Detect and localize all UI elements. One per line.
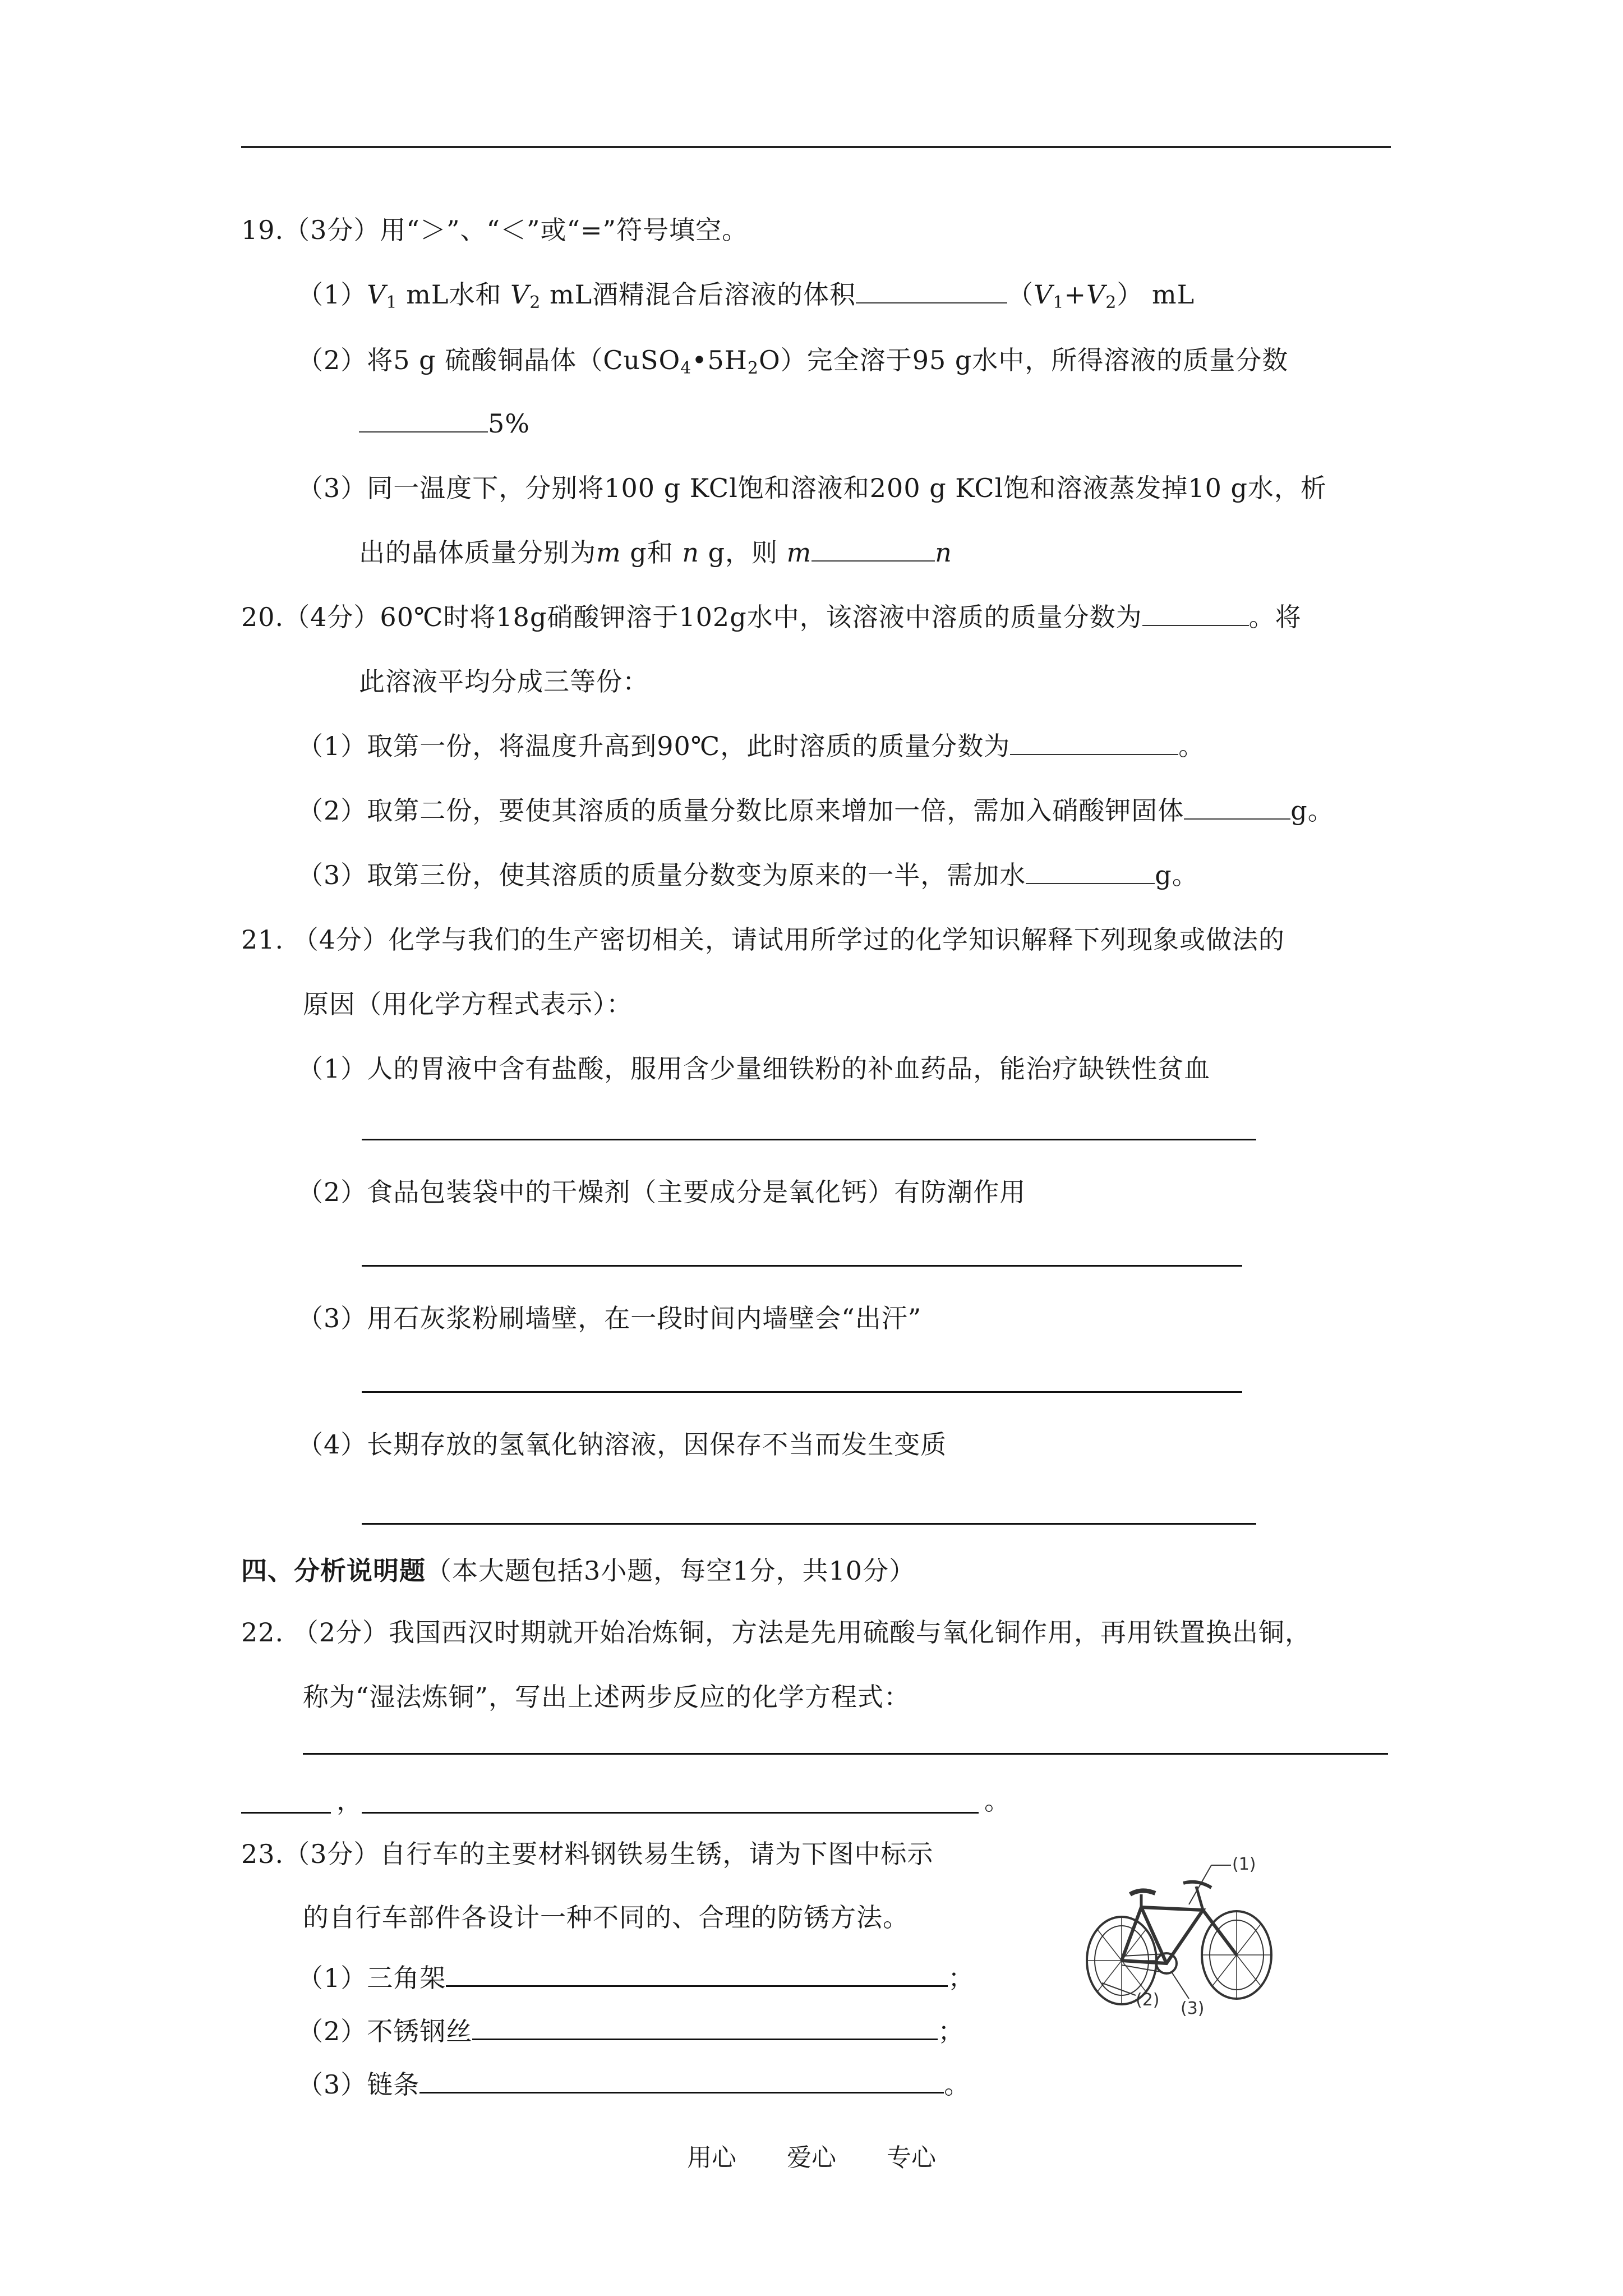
q21-part2: （2）食品包装袋中的干燥剂（主要成分是氧化钙）有防潮作用 bbox=[297, 1177, 1026, 1207]
q20-stem-line1: 20.（4分）60℃时将18g硝酸钾溶于102g水中，该溶液中溶质的质量分数为 。将 bbox=[241, 600, 1302, 634]
q20-part2: （2）取第二份，要使其溶质的质量分数比原来增加一倍，需加入硝酸钾固体 g。 bbox=[297, 794, 1334, 827]
q23-stem-line1: 23.（3分）自行车的主要材料钢铁易生锈，请为下图中标示 bbox=[241, 1839, 934, 1869]
q20-stem-line2: 此溶液平均分成三等份： bbox=[359, 666, 649, 697]
q21-answer-line-2[interactable] bbox=[362, 1265, 1242, 1267]
q21-part1: （1）人的胃液中含有盐酸，服用含少量细铁粉的补血药品，能治疗缺铁性贫血 bbox=[297, 1053, 1211, 1084]
q22-end: 。 bbox=[984, 1786, 1011, 1816]
q21-answer-line-4[interactable] bbox=[362, 1523, 1256, 1525]
q23-part1: （1）三角架 ； bbox=[297, 1961, 974, 1995]
q19-part2: （2）将5 g 硫酸铜晶体$(CuSO_4•5H_2O)$完全溶于95 g水中，所得溶液的质量分数 bbox=[297, 345, 1289, 378]
q23-blank-2[interactable] bbox=[472, 2014, 938, 2040]
footer-word-3: 专心 bbox=[887, 2143, 936, 2172]
q23-part3: （3）链条 。 bbox=[297, 2067, 970, 2101]
q21-answer-line-1[interactable] bbox=[362, 1139, 1256, 1140]
q23-blank-3[interactable] bbox=[419, 2067, 944, 2093]
q23-part2: （2）不锈钢丝 ； bbox=[297, 2014, 964, 2048]
q20-part1: （1）取第一份，将温度升高到90℃，此时溶质的质量分数为 。 bbox=[297, 729, 1205, 763]
q19-part1: $(1)V_1$ mL水和 $V_2$ mL酒精混合后溶液的体积 $(V_1+V_2)$ mL bbox=[297, 278, 1195, 320]
q19-blank-1[interactable] bbox=[856, 278, 1007, 303]
q19-part3-line2: 出的晶体质量分别为m g和 n g，则 m n bbox=[359, 536, 952, 569]
footer-word-2: 爱心 bbox=[787, 2143, 836, 2172]
q22-stem-line2: 称为“湿法炼铜”，写出上述两步反应的化学方程式： bbox=[303, 1682, 911, 1712]
fig-label-3: (3) bbox=[1181, 1999, 1205, 2017]
q20-part3: （3）取第三份，使其溶质的质量分数变为原来的一半，需加水 g。 bbox=[297, 858, 1198, 892]
footer-word-1: 用心 bbox=[687, 2143, 736, 2172]
section4-heading: 四、分析说明题（本大题包括3小题，每空1分，共10分） bbox=[241, 1556, 916, 1586]
fig-label-1: (1) bbox=[1232, 1855, 1256, 1874]
q20-blank-3[interactable] bbox=[1026, 858, 1155, 884]
q22-comma: ， bbox=[336, 1786, 363, 1816]
fig-label-2: (2) bbox=[1136, 1990, 1160, 2010]
q19-blank-2[interactable] bbox=[359, 407, 488, 432]
q19-part2-answer: 5% bbox=[359, 407, 530, 440]
q22-answer-line-2a[interactable] bbox=[241, 1812, 331, 1814]
q21-answer-line-3[interactable] bbox=[362, 1391, 1242, 1393]
q21-part4: （4）长期存放的氢氧化钠溶液，因保存不当而发生变质 bbox=[297, 1429, 947, 1460]
q23-blank-1[interactable] bbox=[446, 1961, 948, 1987]
header-rule bbox=[241, 146, 1391, 148]
q21-stem-line2: 原因（用化学方程式表示）： bbox=[303, 989, 633, 1019]
q20-blank-2[interactable] bbox=[1184, 794, 1290, 820]
q22-answer-line-1[interactable] bbox=[303, 1753, 1388, 1755]
page-footer bbox=[0, 2137, 1623, 2173]
q19-part3-line1: （3）同一温度下，分别将100 g KCl饱和溶液和200 g KCl饱和溶液蒸发掉10 g水，析 bbox=[297, 473, 1327, 503]
q19-blank-3[interactable] bbox=[811, 536, 935, 562]
q21-stem-line1: 21. （4分）化学与我们的生产密切相关，请试用所学过的化学知识解释下列现象或做法的 bbox=[241, 924, 1285, 955]
bicycle-figure bbox=[1068, 1848, 1304, 2017]
q20-blank-1[interactable] bbox=[1010, 729, 1178, 755]
q19-stem: 19.（3分）用“＞”、“＜”或“=”符号填空。 bbox=[241, 215, 749, 245]
q23-stem-line2: 的自行车部件各设计一种不同的、合理的防锈方法。 bbox=[303, 1902, 909, 1932]
q21-part3: （3）用石灰浆粉刷墙壁，在一段时间内墙壁会“出汗” bbox=[297, 1303, 922, 1333]
q22-answer-line-2b[interactable] bbox=[362, 1812, 979, 1814]
q22-stem-line1: 22. （2分）我国西汉时期就开始冶炼铜，方法是先用硫酸与氧化铜作用，再用铁置换出铜， bbox=[241, 1617, 1312, 1648]
q20-blank-0[interactable] bbox=[1142, 600, 1249, 626]
